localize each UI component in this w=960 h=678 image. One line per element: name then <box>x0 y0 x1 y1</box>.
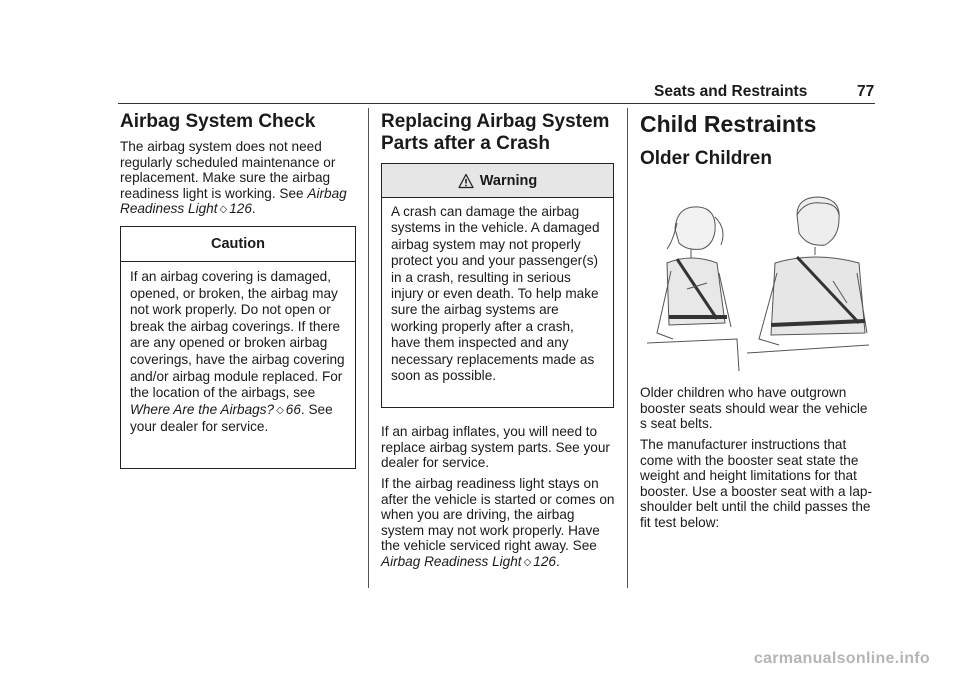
replacing-paragraph-1: If an airbag inflates, you will need to replace airbag system parts. See your dealer for service. <box>381 424 610 471</box>
subsection-title-older-children: Older Children <box>640 148 772 169</box>
warning-text: A crash can damage the airbag systems in the vehicle. A damaged airbag system may not properly protect you and your passenger(s) in a crash, resulting in serious injury or even death. To help make sure the airbag systems are working properly after a crash, have them inspected and any necessary replacements made as soon as possible. <box>391 204 600 384</box>
older-children-paragraph-2: The manufacturer instructions that come with the booster seat state the weight and height limitations for that booster. Use a booster seat with a lap-shoulder belt until the child passes the fit test below: <box>640 437 872 530</box>
warning-title: Warning <box>479 172 538 189</box>
page-ref-icon: ◇ <box>219 204 228 216</box>
header-rule <box>118 103 875 104</box>
page-ref-icon: ◇ <box>276 404 284 416</box>
section-title-child-restraints: Child Restraints <box>640 111 817 137</box>
warning-box <box>381 163 614 408</box>
page-ref-icon: ◇ <box>523 556 532 568</box>
older-children-seatbelt-illustration <box>647 193 869 371</box>
older-children-paragraph-1: Older children who have outgrown booster seats should wear the vehicle s seat belts. <box>640 385 868 432</box>
xref-page[interactable]: 66 <box>285 401 301 417</box>
xref-airbag-readiness-light-2[interactable]: Airbag Readiness Light <box>381 553 522 569</box>
xref-page[interactable]: 126 <box>533 553 556 569</box>
column-divider-2 <box>627 108 628 588</box>
xref-where-are-airbags[interactable]: Where Are the Airbags? <box>130 401 275 417</box>
watermark: carmanualsonline.info <box>753 650 930 667</box>
airbag-check-paragraph: The airbag system does not need regularly scheduled maintenance or replacement. Make sure the airbag readiness light is working. See Airbag Readiness Light ◇ 126. <box>120 139 347 217</box>
replacing-paragraph-2: If the airbag readiness light stays on after the vehicle is started or comes on when you are driving, the airbag system may not work properly. Have the vehicle serviced right away. See Airbag Readiness Light ◇ 126. <box>381 476 615 569</box>
running-header-section: Seats and Restraints <box>654 83 808 100</box>
warning-header <box>382 164 613 198</box>
caution-text: If an airbag covering is damaged, opened, or broken, the airbag may not work properly. Do not open or break the airbag coverings. If there are any opened or broken airbag coverings, have the airbag covering and/or airbag module replaced. For the location of the airbags, see Where Are the Airbags? ◇ 66. See your dealer for service. <box>130 269 345 435</box>
section-title-replacing-parts: Replacing Airbag System Parts after a Crash <box>381 111 610 154</box>
xref-airbag-readiness-light[interactable]: Airbag Readiness Light <box>120 185 347 217</box>
caution-title: Caution <box>211 236 265 252</box>
page-number: 77 <box>857 83 875 100</box>
section-title-airbag-check: Airbag System Check <box>120 111 316 132</box>
warning-icon <box>458 173 474 189</box>
caution-box <box>120 226 356 469</box>
column-divider-1 <box>368 108 369 588</box>
xref-page[interactable]: 126 <box>229 201 252 217</box>
